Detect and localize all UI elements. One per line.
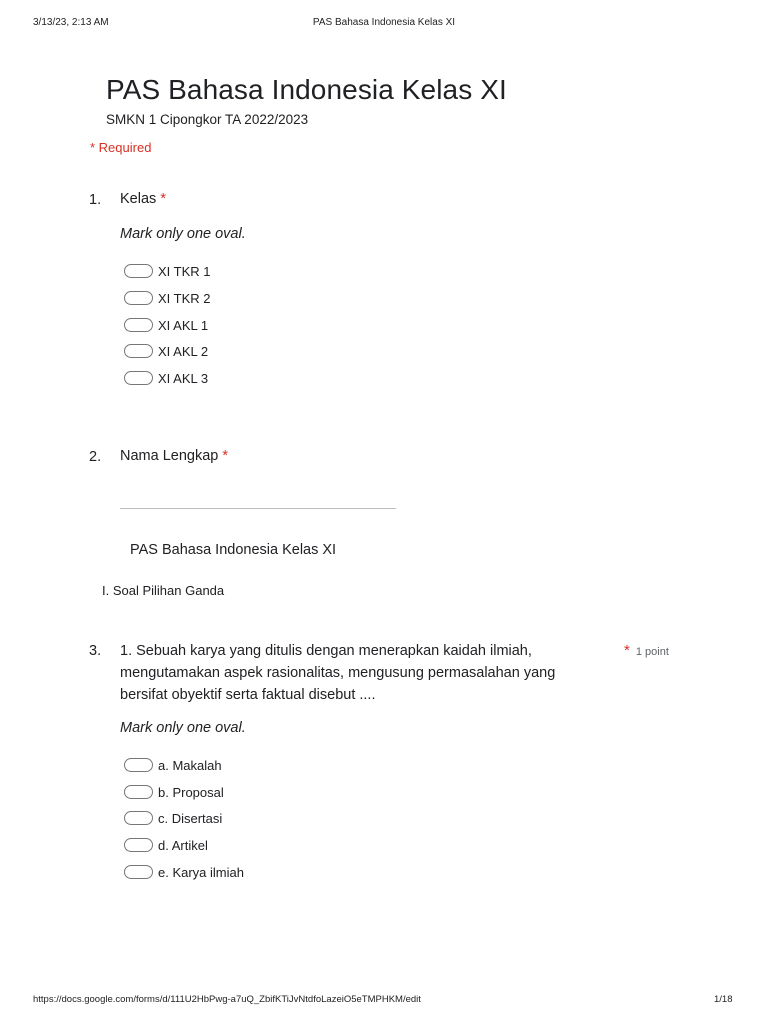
option-label: XI TKR 1 — [158, 263, 211, 279]
option-label: a. Makalah — [158, 757, 222, 773]
option-label: XI AKL 3 — [158, 370, 209, 386]
question-3-option[interactable] — [124, 836, 208, 854]
radio-oval[interactable] — [124, 264, 153, 278]
question-3-title — [120, 640, 600, 706]
section-title: PAS Bahasa Indonesia Kelas XI — [130, 542, 337, 558]
question-1-option[interactable] — [124, 262, 211, 280]
question-2-title — [120, 445, 228, 467]
option-label: XI AKL 1 — [158, 317, 209, 333]
print-header-title: PAS Bahasa Indonesia Kelas XI — [312, 17, 456, 28]
question-3-title-line: 1. Sebuah karya yang ditulis dengan menerapkan kaidah ilmiah, — [120, 643, 532, 659]
section-description: I. Soal Pilihan Ganda — [102, 583, 225, 598]
radio-oval[interactable] — [124, 785, 153, 799]
radio-oval[interactable] — [124, 865, 153, 879]
question-1-instruction: Mark only one oval. — [120, 226, 246, 242]
required-star: * — [160, 191, 166, 207]
question-3-title-line: mengutamakan aspek rasionalitas, mengusung permasalahan yang — [120, 665, 556, 681]
radio-oval[interactable] — [124, 838, 153, 852]
option-label: b. Proposal — [158, 784, 224, 800]
question-3-number: 3. — [89, 643, 102, 659]
question-2-title-text: Nama Lengkap — [120, 448, 219, 464]
points-label: 1 point — [635, 646, 669, 658]
option-label: d. Artikel — [158, 837, 208, 853]
option-label: XI AKL 2 — [158, 343, 209, 359]
form-subtitle: SMKN 1 Cipongkor TA 2022/2023 — [106, 112, 309, 127]
question-3-instruction: Mark only one oval. — [120, 720, 246, 736]
question-2-number: 2. — [89, 449, 102, 465]
question-1-title-text: Kelas — [120, 191, 157, 207]
radio-oval[interactable] — [124, 811, 153, 825]
question-3-title-line: bersifat obyektif serta faktual disebut .... — [120, 687, 376, 703]
question-1-title — [120, 188, 166, 210]
radio-oval[interactable] — [124, 758, 153, 772]
required-star: * — [624, 642, 630, 659]
option-label: c. Disertasi — [158, 810, 223, 826]
print-footer-url: https://docs.google.com/forms/d/111U2HbPwg-a7uQ_ZbifKTiJvNtdfoLazeiO5eTMPHKM/edit — [33, 994, 421, 1005]
question-1-option[interactable] — [124, 369, 208, 387]
question-3-option[interactable] — [124, 783, 224, 801]
radio-oval[interactable] — [124, 344, 153, 358]
radio-oval[interactable] — [124, 291, 153, 305]
question-3-points — [624, 642, 669, 659]
print-page-number: 1/18 — [714, 994, 733, 1005]
form-title: PAS Bahasa Indonesia Kelas XI — [106, 74, 507, 105]
question-3-option[interactable] — [124, 863, 244, 881]
required-note: * Required — [90, 140, 152, 155]
short-answer-field[interactable] — [120, 508, 396, 509]
option-label: XI TKR 2 — [158, 290, 211, 306]
question-1-option[interactable] — [124, 342, 208, 360]
required-star: * — [222, 448, 229, 464]
print-datetime: 3/13/23, 2:13 AM — [33, 17, 109, 28]
question-3-option[interactable] — [124, 809, 222, 827]
question-1-option[interactable] — [124, 289, 211, 307]
question-1-option[interactable] — [124, 316, 208, 334]
option-label: e. Karya ilmiah — [158, 864, 244, 880]
question-1-number: 1. — [89, 192, 102, 208]
radio-oval[interactable] — [124, 371, 153, 385]
radio-oval[interactable] — [124, 318, 153, 332]
question-3-option[interactable] — [124, 756, 222, 774]
